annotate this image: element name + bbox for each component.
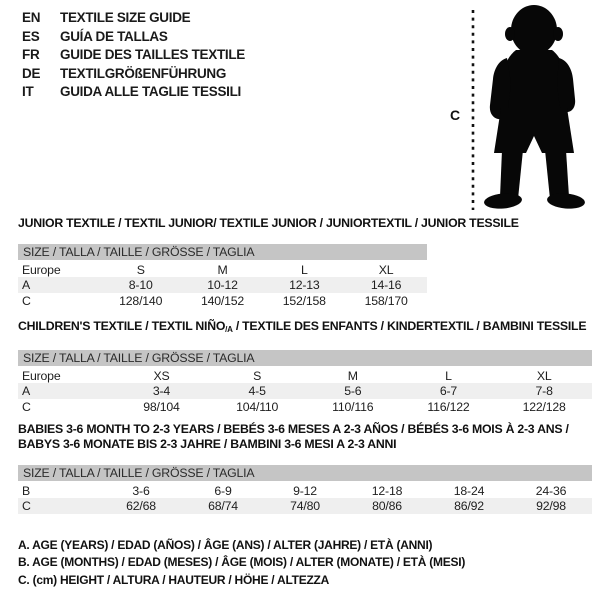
size-cell: 116/122 <box>427 400 470 414</box>
language-row <box>22 65 245 84</box>
size-cell: 3-4 <box>152 384 171 398</box>
section-title-subscript: /A <box>225 325 233 334</box>
legend-footnotes <box>18 537 465 589</box>
row-label: Europe <box>22 368 61 383</box>
size-cell: M <box>347 368 358 383</box>
lang-title: TEXTILE SIZE GUIDE <box>60 10 191 25</box>
babies-size-table <box>18 465 592 514</box>
size-cell: 74/80 <box>290 499 320 513</box>
height-measure-label: C <box>450 107 461 123</box>
footnote-age-years: A. AGE (YEARS) / EDAD (AÑOS) / ÂGE (ANS) / ALTER (JAHRE) / ETÀ (ANNI) <box>18 538 433 552</box>
height-measure-figure <box>446 3 596 215</box>
size-cell: 9-12 <box>293 483 317 498</box>
lang-code: IT <box>22 84 34 100</box>
lang-title: GUÍA DE TALLAS <box>60 28 168 44</box>
language-title-list <box>22 9 245 102</box>
size-cell: L <box>300 262 308 277</box>
section-title <box>18 319 592 337</box>
table-header-bar: SIZE / TALLA / TAILLE / GRÖSSE / TAGLIA <box>18 350 592 367</box>
size-cell: 98/104 <box>143 400 180 414</box>
language-row <box>22 46 245 65</box>
table-header-bar: SIZE / TALLA / TAILLE / GRÖSSE / TAGLIA <box>18 244 427 261</box>
size-cell: 6-7 <box>439 384 458 398</box>
row-label: A <box>22 278 31 292</box>
size-cell: 62/68 <box>126 499 156 513</box>
size-cell: 158/170 <box>364 294 408 308</box>
size-cell: 5-6 <box>344 384 362 398</box>
size-cell: 80/86 <box>372 499 402 513</box>
row-label: B <box>22 483 31 498</box>
size-cell: 12-13 <box>289 278 320 292</box>
junior-size-table <box>18 244 427 309</box>
size-cell: S <box>136 262 145 277</box>
section-title-text: / TEXTILE DES ENFANTS / KINDERTEXTIL / BAMBINI TESSILE <box>232 319 587 333</box>
size-cell: 104/110 <box>236 400 279 414</box>
size-cell: 140/152 <box>200 294 245 308</box>
section-title-text: CHILDREN'S TEXTILE / TEXTIL NIÑO <box>18 319 226 333</box>
footnote-age-months: B. AGE (MONTHS) / EDAD (MESES) / ÂGE (MOIS) / ALTER (MONATE) / ETÀ (MESI) <box>18 555 466 570</box>
section-babies-textile <box>18 422 592 514</box>
language-row <box>22 83 245 102</box>
lang-code: EN <box>22 10 41 25</box>
childrens-size-table <box>18 350 592 415</box>
size-cell: 128/140 <box>119 294 163 308</box>
size-cell: 10-12 <box>207 278 238 292</box>
row-label: C <box>22 294 31 308</box>
size-cell: 68/74 <box>208 499 238 513</box>
table-row <box>18 293 427 309</box>
row-label: C <box>22 499 31 513</box>
baby-silhouette-icon <box>483 5 585 210</box>
size-cell: 110/116 <box>332 400 374 414</box>
language-row <box>22 28 245 47</box>
size-cell: 3-6 <box>132 483 150 498</box>
table-row <box>18 277 427 293</box>
size-cell: 152/158 <box>282 294 326 308</box>
size-cell: 8-10 <box>128 278 153 292</box>
row-label: A <box>22 384 31 398</box>
size-cell: 12-18 <box>371 483 403 498</box>
row-label: Europe <box>22 262 61 277</box>
lang-code: ES <box>22 28 40 44</box>
size-cell: 6-9 <box>214 483 232 498</box>
size-cell: 122/128 <box>522 400 566 414</box>
language-row <box>22 9 245 28</box>
size-cell: XS <box>153 368 170 383</box>
lang-code: DE <box>22 65 41 81</box>
size-cell: XL <box>536 368 552 383</box>
table-row <box>18 482 592 498</box>
lang-title: TEXTILGRÖßENFÜHRUNG <box>60 65 227 81</box>
lang-title: GUIDE DES TAILLES TEXTILE <box>60 47 246 63</box>
size-cell: L <box>445 368 452 383</box>
table-row <box>18 383 592 399</box>
size-cell: 7-8 <box>535 384 553 398</box>
size-cell: XL <box>378 262 394 277</box>
row-label: C <box>22 400 31 414</box>
size-cell: 18-24 <box>453 483 485 498</box>
table-row <box>18 367 592 383</box>
size-cell: S <box>253 368 262 383</box>
lang-code: FR <box>22 47 40 63</box>
section-junior-textile <box>18 216 519 309</box>
table-row <box>18 399 592 415</box>
table-header-bar: SIZE / TALLA / TAILLE / GRÖSSE / TAGLIA <box>18 465 592 482</box>
size-cell: 4-5 <box>248 384 266 398</box>
size-cell: 92/98 <box>536 499 566 513</box>
section-title <box>18 422 592 452</box>
section-title: JUNIOR TEXTILE / TEXTIL JUNIOR/ TEXTILE JUNIOR / JUNIORTEXTIL / JUNIOR TESSILE <box>18 216 519 230</box>
section-title-line1: BABIES 3-6 MONTH TO 2-3 YEARS / BEBÉS 3-6 MESES A 2-3 AÑOS / BÉBÉS 3-6 MOIS À 2-3 ANS / <box>18 422 569 436</box>
section-title-line2: BABYS 3-6 MONATE BIS 2-3 JAHRE / BAMBINI 3-6 MESI A 2-3 ANNI <box>18 437 397 451</box>
section-childrens-textile <box>18 319 592 415</box>
size-cell: 24-36 <box>535 483 567 498</box>
size-cell: M <box>217 262 228 277</box>
table-row <box>18 261 427 277</box>
lang-title: GUIDA ALLE TAGLIE TESSILI <box>60 84 241 100</box>
size-cell: 86/92 <box>454 499 484 513</box>
table-row <box>18 498 592 514</box>
size-cell: 14-16 <box>370 278 402 292</box>
footnote-height-cm: C. (cm) HEIGHT / ALTURA / HAUTEUR / HÖHE / ALTEZZA <box>18 572 330 587</box>
